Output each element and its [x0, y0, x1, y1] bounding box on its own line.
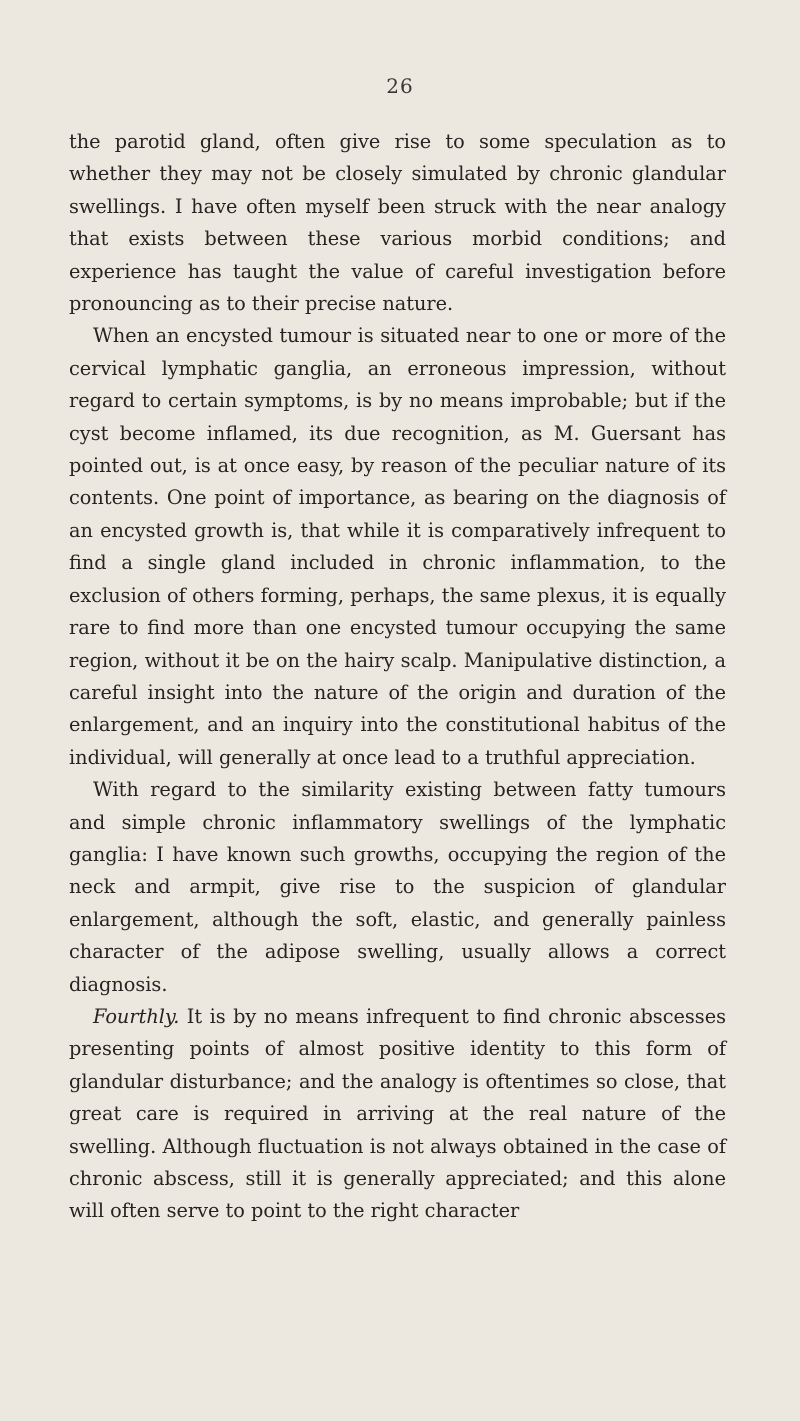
- paragraph-4-lead: Fourthly.: [93, 1004, 180, 1028]
- paragraph-4-text: It is by no means infrequent to find chronic abscesses presenting points of almost positive identity to this form of glandular disturbance; and the analogy is oftentimes so close, that great care is required in arriving at the real nature of the swelling. Although fluctuation is not always obtained in the case of chronic abscess, still it is generally appreciated; and this alone will often serve to point to the right character: [69, 1004, 726, 1223]
- body-text: [69, 126, 726, 1228]
- paragraph-1-text: the parotid gland, often give rise to some speculation as to whether they may not be closely simulated by chronic glandular swellings. I have often myself been struck with the near analogy that exists between these various morbid conditions; and experience has taught the value of careful investigation before pronouncing as to their precise nature.: [69, 130, 726, 316]
- paragraph-3-text: With regard to the similarity existing between fatty tumours and simple chronic inflammatory swellings of the lymphatic ganglia: I have known such growths, occupying the region of the neck and armpit, give rise to the suspicion of glandular enlargement, although the soft, elastic, and generally painless character of the adipose swelling, usually allows a correct diagnosis.: [69, 778, 726, 996]
- paragraph-2-text: When an encysted tumour is situated near to one or more of the cervical lymphatic ganglia, an erroneous impression, without regard to certain symptoms, is by no means improbable; but if the cyst become inflamed, its due recognition, as M. Guersant has pointed out, is at once easy, by reason of the peculiar nature of its contents. One point of importance, as bearing on the diagnosis of an encysted growth is, that while it is comparatively infrequent to find a single gland included in chronic inflammation, to the exclusion of others forming, perhaps, the same plexus, it is equally rare to find more than one encysted tumour occupying the same region, without it be on the hairy scalp. Manipulative distinction, a careful insight into the nature of the origin and duration of the enlargement, and an inquiry into the constitutional habitus of the individual, will generally at once lead to a truthful appreciation.: [69, 324, 726, 769]
- paragraph-1: [69, 126, 726, 320]
- page-number: 26: [386, 74, 414, 98]
- paragraph-4: [69, 1001, 726, 1228]
- paragraph-3: [69, 774, 726, 1001]
- paragraph-2: [69, 320, 726, 774]
